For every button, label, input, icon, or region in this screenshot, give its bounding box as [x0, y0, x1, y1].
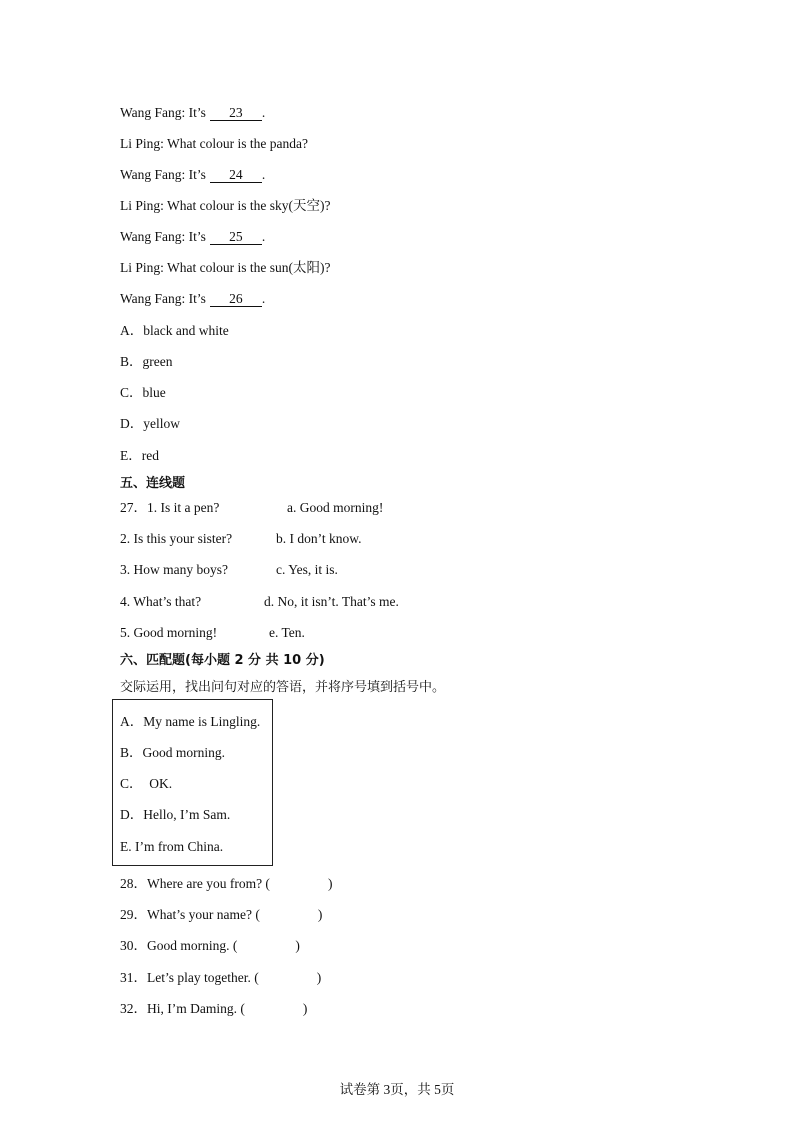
answer-option: C． OK. [120, 776, 173, 791]
answer-option: E. I’m from China. [120, 839, 224, 854]
choice-option: A．black and white [120, 323, 229, 338]
section-instruction: 交际运用，找出问句对应的答语，并将序号填到括号中。 [120, 680, 446, 695]
dialogue-line: Wang Fang: It’s 24 . [120, 167, 266, 182]
answer-blank: 24 [210, 168, 262, 183]
dialogue-line: Wang Fang: It’s 25 . [120, 229, 266, 244]
dialogue-line: Li Ping: What colour is the sky(天空)? [120, 198, 331, 213]
match-left-item: 27．1. Is it a pen? [120, 500, 220, 515]
dialogue-line: Li Ping: What colour is the panda? [120, 136, 308, 151]
match-left-item: 3. How many boys? [120, 562, 228, 577]
match-right-item: a. Good morning! [287, 500, 384, 515]
choice-option: C．blue [120, 385, 166, 400]
match-right-item: d. No, it isn’t. That’s me. [264, 594, 399, 609]
section-heading: 六、匹配题(每小题 2 分 共 10 分) [120, 653, 325, 668]
match-right-item: c. Yes, it is. [276, 562, 338, 577]
question-item: 30．Good morning. ( ) [120, 938, 300, 953]
choice-option: B．green [120, 354, 173, 369]
section-heading: 五、连线题 [120, 476, 186, 491]
match-left-item: 4. What’s that? [120, 594, 202, 609]
dialogue-line: Wang Fang: It’s 23 . [120, 105, 266, 120]
match-right-item: e. Ten. [269, 625, 305, 640]
question-item: 32．Hi, I’m Daming. ( ) [120, 1001, 308, 1016]
dialogue-line: Wang Fang: It’s 26 . [120, 291, 266, 306]
question-item: 31．Let’s play together. ( ) [120, 970, 322, 985]
match-left-item: 5. Good morning! [120, 625, 218, 640]
match-right-item: b. I don’t know. [276, 531, 362, 546]
answer-option: D．Hello, I’m Sam. [120, 807, 231, 822]
answer-blank: 25 [210, 230, 262, 245]
answer-option: A．My name is Lingling. [120, 714, 261, 729]
choice-option: E．red [120, 448, 159, 463]
page-footer: 试卷第 3页，共 5页 [339, 1082, 455, 1097]
question-item: 28．Where are you from? ( ) [120, 876, 333, 891]
answer-blank: 23 [210, 106, 262, 121]
match-left-item: 2. Is this your sister? [120, 531, 233, 546]
dialogue-line: Li Ping: What colour is the sun(太阳)? [120, 260, 331, 275]
answer-option: B．Good morning. [120, 745, 226, 760]
answer-blank: 26 [210, 292, 262, 307]
question-item: 29．What’s your name? ( ) [120, 907, 323, 922]
choice-option: D．yellow [120, 416, 180, 431]
